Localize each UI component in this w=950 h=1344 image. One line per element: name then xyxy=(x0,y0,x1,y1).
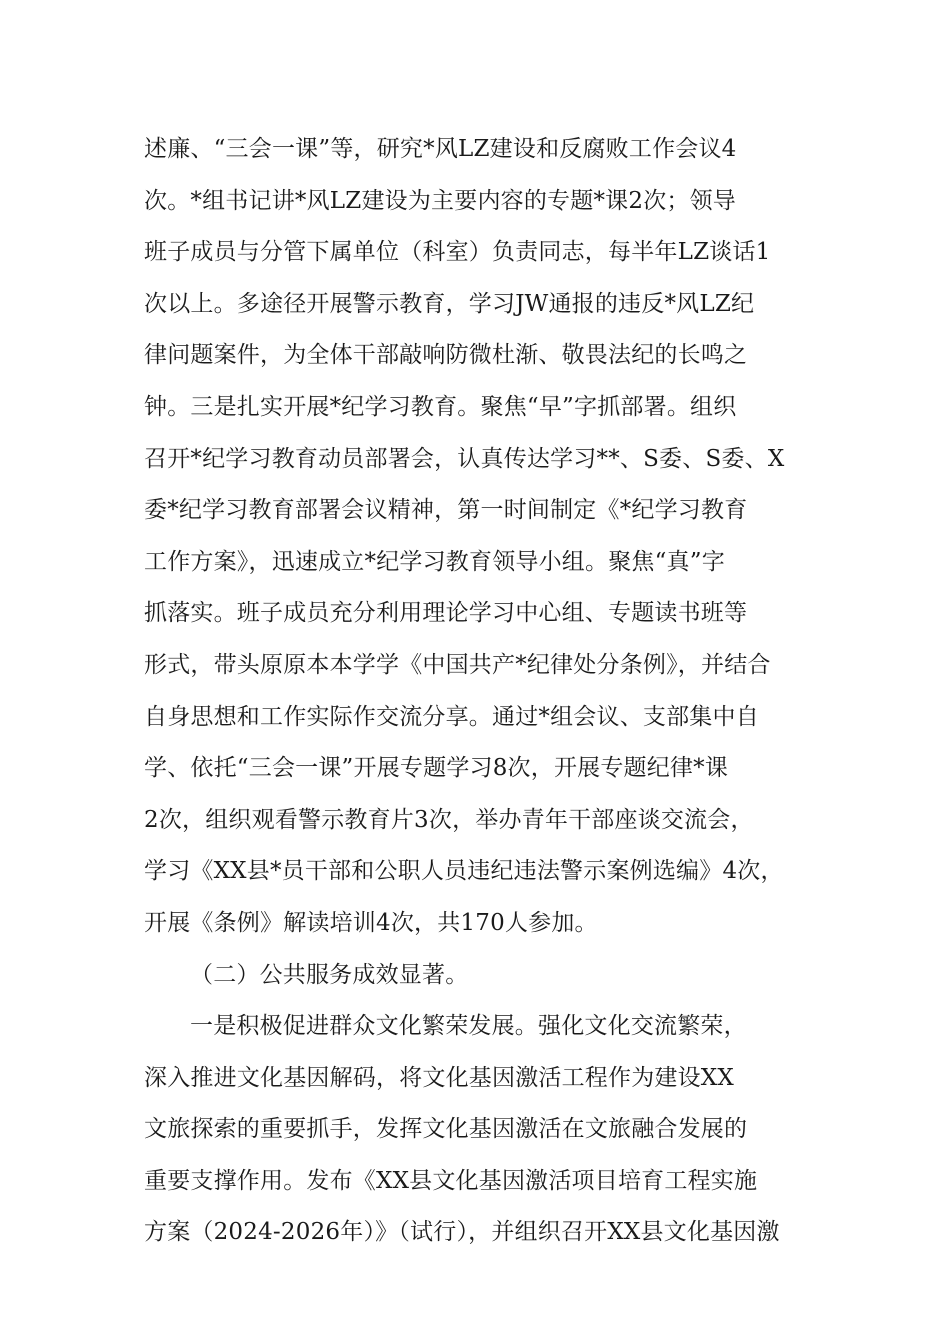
text-line: 开展《条例》解读培训4次，共170人参加。 xyxy=(144,909,598,936)
text-line: 律问题案件，为全体干部敲响防微杜渐、敬畏法纪的长鸣之 xyxy=(144,342,748,369)
text-line: 次以上。多途径开展警示教育，学习JW通报的违反*风LZ纪 xyxy=(144,290,755,317)
section-heading: （二）公共服务成效显著。 xyxy=(190,961,469,988)
text-line: 学习《XX县*员干部和公职人员违纪违法警示案例选编》4次， xyxy=(144,858,784,885)
text-line: 抓落实。班子成员充分利用理论学习中心组、专题读书班等 xyxy=(144,600,748,627)
text-line: 工作方案》，迅速成立*纪学习教育领导小组。聚焦“真”字 xyxy=(144,548,725,575)
text-line: 深入推进文化基因解码，将文化基因激活工程作为建设XX xyxy=(144,1064,734,1091)
text-line: 形式，带头原原本本学学《中国共产*纪律处分条例》，并结合 xyxy=(144,651,771,678)
text-line: 述廉、“三会一课”等，研究*风LZ建设和反腐败工作会议4 xyxy=(144,136,737,162)
text-line: 委*纪学习教育部署会议精神，第一时间制定《*纪学习教育 xyxy=(144,497,748,524)
text-line: 文旅探索的重要抓手，发挥文化基因激活在文旅融合发展的 xyxy=(144,1116,748,1143)
text-line: 2次，组织观看警示教育片3次，举办青年干部座谈交流会， xyxy=(144,806,754,833)
text-line: 自身思想和工作实际作交流分享。通过*组会议、支部集中自 xyxy=(144,703,759,730)
text-line: 次。*组书记讲*风LZ建设为主要内容的专题*课2次；领导 xyxy=(144,187,736,214)
text-line: 班子成员与分管下属单位（科室）负责同志，每半年LZ谈话1 xyxy=(144,239,771,266)
document-body xyxy=(144,124,810,1259)
text-line: 召开*纪学习教育动员部署会，认真传达学习**、S委、S委、X xyxy=(144,445,785,472)
text-line: 学、依托“三会一课”开展专题学习8次，开展专题纪律*课 xyxy=(144,755,729,782)
text-line: 重要支撑作用。发布《XX县文化基因激活项目培育工程实施 xyxy=(144,1167,758,1194)
paragraph-first-line: 一是积极促进群众文化繁荣发展。强化文化交流繁荣， xyxy=(190,1013,747,1040)
text-line: 钟。三是扎实开展*纪学习教育。聚焦“早”字抓部署。组织 xyxy=(144,393,737,420)
text-line: 方案（2024-2026年）》（试行），并组织召开XX县文化基因激 xyxy=(144,1219,780,1246)
